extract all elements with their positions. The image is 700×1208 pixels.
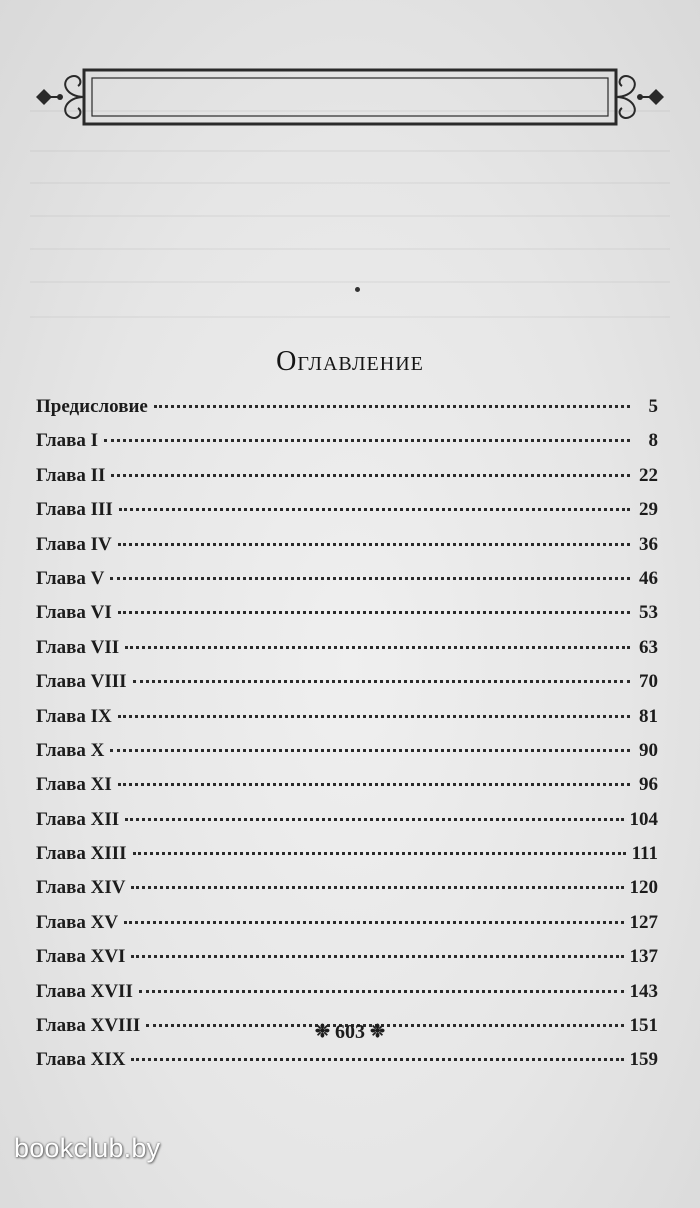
toc-entry-label: Глава V bbox=[36, 567, 105, 589]
toc-entry-label: Глава XIX bbox=[36, 1049, 126, 1071]
toc-entry-page: 46 bbox=[639, 567, 658, 589]
toc-entry-page: 22 bbox=[639, 464, 658, 486]
dot-leader bbox=[131, 1057, 623, 1061]
toc-entry-label: Глава XVIII bbox=[36, 1015, 141, 1037]
page-number-value: 603 bbox=[335, 1021, 365, 1043]
dot-leader bbox=[118, 782, 630, 786]
dot-leader bbox=[110, 576, 630, 580]
toc-entry-label: Глава VI bbox=[36, 602, 112, 624]
watermark: bookclub.by bbox=[14, 1133, 161, 1163]
toc-entry bbox=[36, 843, 658, 877]
toc-entry bbox=[36, 740, 658, 774]
toc-entry-page: 90 bbox=[639, 739, 658, 761]
toc-entry-page: 53 bbox=[639, 602, 658, 624]
toc-entry-label: Глава III bbox=[36, 499, 113, 521]
dot-leader bbox=[125, 645, 630, 649]
bleed-through-line bbox=[30, 281, 670, 283]
fleuron-left-icon: ❉ bbox=[314, 1021, 330, 1041]
dot-leader bbox=[119, 507, 630, 511]
dot-leader bbox=[124, 920, 623, 924]
dot-leader bbox=[125, 817, 623, 821]
toc-entry bbox=[36, 877, 658, 911]
toc-entry-label: Глава XIV bbox=[36, 877, 126, 899]
fleuron-right-icon: ❉ bbox=[370, 1021, 386, 1041]
page-number bbox=[0, 1021, 700, 1044]
toc-entry bbox=[36, 774, 658, 808]
bleed-through-line bbox=[30, 316, 670, 318]
toc-entry-page: 36 bbox=[639, 533, 658, 555]
toc-entry bbox=[36, 568, 658, 602]
toc-entry-page: 8 bbox=[648, 430, 658, 452]
toc-entry bbox=[36, 1049, 658, 1083]
toc-entry bbox=[36, 465, 658, 499]
toc-entry-label: Глава I bbox=[36, 430, 99, 452]
toc-title: Оглавление bbox=[276, 346, 424, 377]
toc-entry-label: Глава VII bbox=[36, 636, 120, 658]
dot-leader bbox=[131, 885, 623, 889]
toc-entry-page: 81 bbox=[639, 705, 658, 727]
toc-entry bbox=[36, 637, 658, 671]
toc-entry-label: Предисловие bbox=[36, 396, 148, 417]
toc-entry bbox=[36, 602, 658, 636]
dot-leader bbox=[154, 404, 630, 408]
toc-entry-label: Глава IX bbox=[36, 705, 112, 727]
bleed-through-line bbox=[30, 150, 670, 152]
bleed-through-dot bbox=[355, 287, 360, 292]
toc-entry bbox=[36, 809, 658, 843]
toc-entry-label: Глава XI bbox=[36, 774, 112, 796]
toc-entry-page: 29 bbox=[639, 499, 658, 521]
toc-list bbox=[36, 396, 658, 1084]
dot-leader bbox=[133, 851, 626, 855]
toc-entry-page: 137 bbox=[629, 946, 658, 968]
toc-entry-label: Глава XVI bbox=[36, 946, 126, 968]
toc-entry bbox=[36, 430, 658, 464]
toc-entry bbox=[36, 534, 658, 568]
toc-entry bbox=[36, 912, 658, 946]
dot-leader bbox=[118, 610, 630, 614]
toc-entry-label: Глава XVII bbox=[36, 980, 133, 1002]
dot-leader bbox=[118, 714, 630, 718]
bleed-through-line bbox=[30, 215, 670, 217]
toc-entry-page: 5 bbox=[648, 396, 658, 417]
toc-entry-page: 63 bbox=[639, 636, 658, 658]
toc-entry-page: 127 bbox=[629, 911, 658, 933]
toc-entry-page: 151 bbox=[629, 1015, 658, 1037]
toc-entry-label: Глава VIII bbox=[36, 671, 127, 693]
dot-leader bbox=[104, 438, 630, 442]
toc-entry-page: 104 bbox=[629, 808, 658, 830]
toc-entry bbox=[36, 706, 658, 740]
toc-entry-page: 111 bbox=[631, 843, 658, 865]
toc-entry-page: 120 bbox=[629, 877, 658, 899]
toc-entry-label: Глава IV bbox=[36, 533, 112, 555]
decorative-header-frame bbox=[26, 60, 674, 134]
toc-entry bbox=[36, 671, 658, 705]
toc-entry bbox=[36, 499, 658, 533]
toc-entry-label: Глава XII bbox=[36, 808, 120, 830]
toc-entry bbox=[36, 396, 658, 430]
toc-entry bbox=[36, 981, 658, 1015]
dot-leader bbox=[110, 748, 630, 752]
toc-entry-page: 143 bbox=[629, 980, 658, 1002]
dot-leader bbox=[111, 473, 630, 477]
toc-entry-label: Глава XV bbox=[36, 911, 119, 933]
dot-leader bbox=[133, 679, 630, 683]
toc-entry-label: Глава II bbox=[36, 464, 106, 486]
toc-entry-page: 70 bbox=[639, 671, 658, 693]
toc-entry-label: Глава X bbox=[36, 739, 105, 761]
toc-entry-page: 96 bbox=[639, 774, 658, 796]
dot-leader bbox=[131, 954, 623, 958]
dot-leader bbox=[118, 542, 630, 546]
toc-entry-page: 159 bbox=[629, 1049, 658, 1071]
toc-entry-label: Глава XIII bbox=[36, 843, 127, 865]
dot-leader bbox=[139, 989, 624, 993]
bleed-through-line bbox=[30, 248, 670, 250]
bleed-through-line bbox=[30, 182, 670, 184]
toc-entry bbox=[36, 946, 658, 980]
